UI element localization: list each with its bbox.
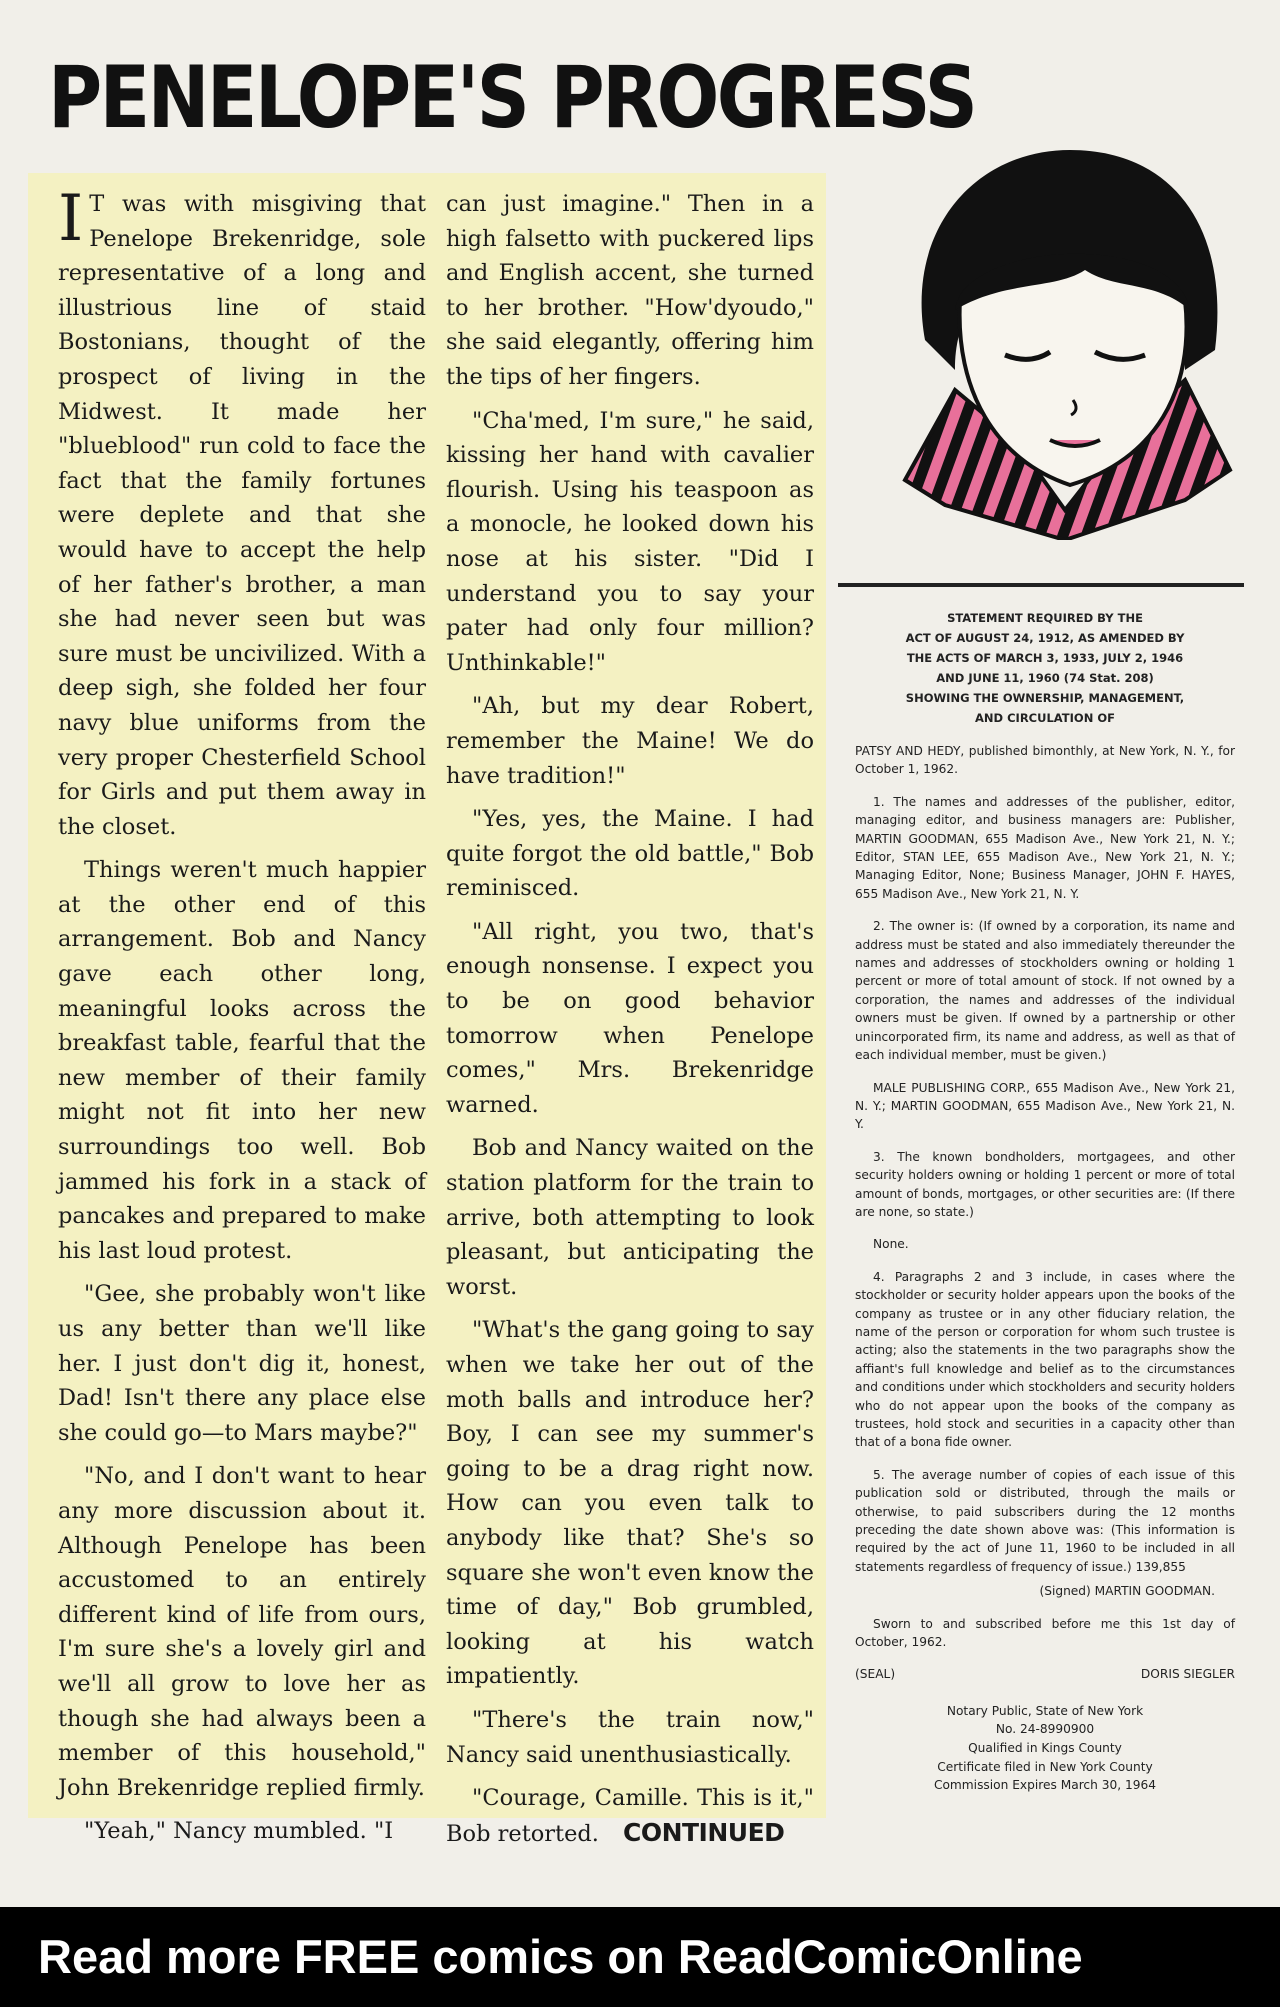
story-paragraph: can just imagine." Then in a high falsetto with puckered lips and English accent, she turned to her brother. "How'dyoudo," she said elegantly, offering him the tips of her fingers. [446,191,814,390]
seal-label: (SEAL) [855,1667,896,1682]
statement-paragraph-5: 5. The average number of copies of each issue of this publication sold or distributed, through the mails or otherwise, to paid subscribers during the 12 months preceding the date shown above was: (This information is required by the act of June 11, 1960 to be included in all statements regardless of frequency of issue.) 139,855 [855,1467,1235,1574]
penelope-portrait-illustration [885,140,1250,540]
notary-block [855,1702,1235,1795]
page-title: PENELOPE'S PROGRESS [48,48,976,148]
sworn-statement: Sworn to and subscribed before me this 1st day of October, 1962. [855,1616,1235,1650]
story-paragraph: "There's the train now," Nancy said unenthusiastically. [446,1706,814,1768]
ownership-statement [855,608,1235,1795]
story-paragraph: "What's the gang going to say when we take her out of the moth balls and introduce her? Boy, I can see my summer's going to be a drag right now. How can you even talk to anybody like that? She's so square she won't even know the time of day," Bob grumbled, looking at his watch impatiently. [446,1317,814,1690]
notary-line: Certificate filed in New York County [937,1759,1153,1774]
notary-line: Notary Public, State of New York [946,1703,1144,1718]
statement-owners: MALE PUBLISHING CORP., 655 Madison Ave., New York 21, N. Y.; MARTIN GOODMAN, 655 Madison Ave., New York 21, N. Y. [855,1080,1235,1132]
heading-line: AND JUNE 11, 1960 (74 Stat. 208) [936,671,1154,685]
paragraph-text: "Courage, Camille. This is it," Bob retorted. [446,1785,814,1847]
notary-line: Qualified in Kings County [968,1741,1122,1756]
statement-paragraph-3: 3. The known bondholders, mortgagees, and other security holders owning or holding 1 percent or more of total amount of bonds, mortgages, or other securities are: (If there are none, so state.) [855,1149,1235,1219]
story-paragraph [446,1781,814,1851]
divider-rule [838,583,1244,587]
seal-row [855,1665,1235,1683]
story-paragraph: Things weren't much happier at the other end of this arrangement. Bob and Nancy gave each other long, meaningful looks across the breakfast table, fearful that the new member of their family might not fit into her new surroundings too well. Bob jammed his fork in a stack of pancakes and prepared to make his last loud protest. [58,857,426,1264]
story-paragraph: "Yeah," Nancy mumbled. "I [84,1818,394,1845]
statement-intro: PATSY AND HEDY, published bimonthly, at New York, N. Y., for October 1, 1962. [855,744,1235,777]
paragraph-text: T was with misgiving that Penelope Brekenridge, sole representative of a long and illustrious line of staid Bostonians, thought of the prospect of living in the Midwest. It made her "blueblood" run cold to face the fact that the family fortunes were deplete and that she would have to accept the help of her father's brother, a man she had never seen but was sure must be uncivilized. With a deep sigh, she folded her four navy blue uniforms from the very proper Chesterfield School for Girls and put them away in the closet. [58,191,426,840]
heading-line: AND CIRCULATION OF [975,711,1115,725]
story-column-right [446,187,814,1860]
heading-line: SHOWING THE OWNERSHIP, MANAGEMENT, [905,691,1185,705]
notary-name: DORIS SIEGLER [1140,1667,1235,1682]
signature-line: (Signed) MARTIN GOODMAN. [1039,1584,1215,1599]
statement-paragraph-2: 2. The owner is: (If owned by a corporation, its name and address must be stated and also immediately thereunder the names and addresses of stockholders owning or holding 1 percent or more of total amount of stock. If not owned by a corporation, the names and addresses of the individual owners must be given. If owned by a partnership or other unincorporated firm, its name and address, as well as that of each individual member, must be given.) [855,919,1235,1063]
heading-line: THE ACTS OF MARCH 3, 1933, JULY 2, 1946 [906,651,1184,665]
story-column-left [58,182,426,1858]
story-paragraph [58,182,426,844]
notary-line: No. 24-8990900 [995,1722,1095,1737]
statement-heading [855,608,1235,728]
story-paragraph: Bob and Nancy waited on the station platform for the train to arrive, both attempting to look pleasant, but anticipating the worst. [446,1135,814,1300]
statement-none: None. [873,1237,909,1252]
story-panel [28,173,826,1847]
continued-label: CONTINUED [622,1817,785,1847]
story-paragraph: "Yes, yes, the Maine. I had quite forgot the old battle," Bob reminisced. [446,806,814,902]
heading-line: STATEMENT REQUIRED BY THE [947,611,1143,625]
statement-paragraph-4: 4. Paragraphs 2 and 3 include, in cases where the stockholder or security holder appears upon the books of the company as trustee or in any other fiduciary relation, the name of the person or corporation for whom such trustee is acting; also the statements in the two paragraphs show the affiant's full knowledge and belief as to the circumstances and conditions under which stockholders and security holders who do not appear upon the books of the company as trustees, hold stock and securities in a capacity other than that of a bona fide owner. [855,1269,1235,1450]
story-paragraph: "No, and I don't want to hear any more discussion about it. Although Penelope has been accustomed to an entirely different kind of life from ours, I'm sure she's a lovely girl and we'll all grow to love her as though she had always been a member of this household," John Brekenridge replied firmly. [58,1463,426,1801]
drop-cap: I [58,182,84,256]
promo-banner[interactable]: Read more FREE comics on ReadComicOnline [0,1907,1280,2007]
notary-line: Commission Expires March 30, 1964 [933,1778,1157,1793]
statement-paragraph-1: 1. The names and addresses of the publisher, editor, managing editor, and business managers are: Publisher, MARTIN GOODMAN, 655 Madison Ave., New York 21, N. Y.; Editor, STAN LEE, 655 Madison Ave., New York 21, N. Y.; Managing Editor, None; Business Manager, JOHN F. HAYES, 655 Madison Ave., New York 21, N. Y. [855,794,1235,901]
heading-line: ACT OF AUGUST 24, 1912, AS AMENDED BY [905,631,1185,645]
story-paragraph: "Gee, she probably won't like us any better than we'll like her. I just don't dig it, honest, Dad! Isn't there any place else she could go—to Mars maybe?" [58,1281,426,1446]
story-paragraph: "All right, you two, that's enough nonsense. I expect you to be on good behavior tomorrow when Penelope comes," Mrs. Brekenridge warned. [446,918,814,1118]
story-paragraph: "Ah, but my dear Robert, remember the Maine! We do have tradition!" [446,693,814,789]
story-paragraph: "Cha'med, I'm sure," he said, kissing her hand with cavalier flourish. Using his teaspoon as a monocle, he looked down his nose at his sister. "Did I understand you to say your pater had only four million? Unthinkable!" [446,407,814,676]
